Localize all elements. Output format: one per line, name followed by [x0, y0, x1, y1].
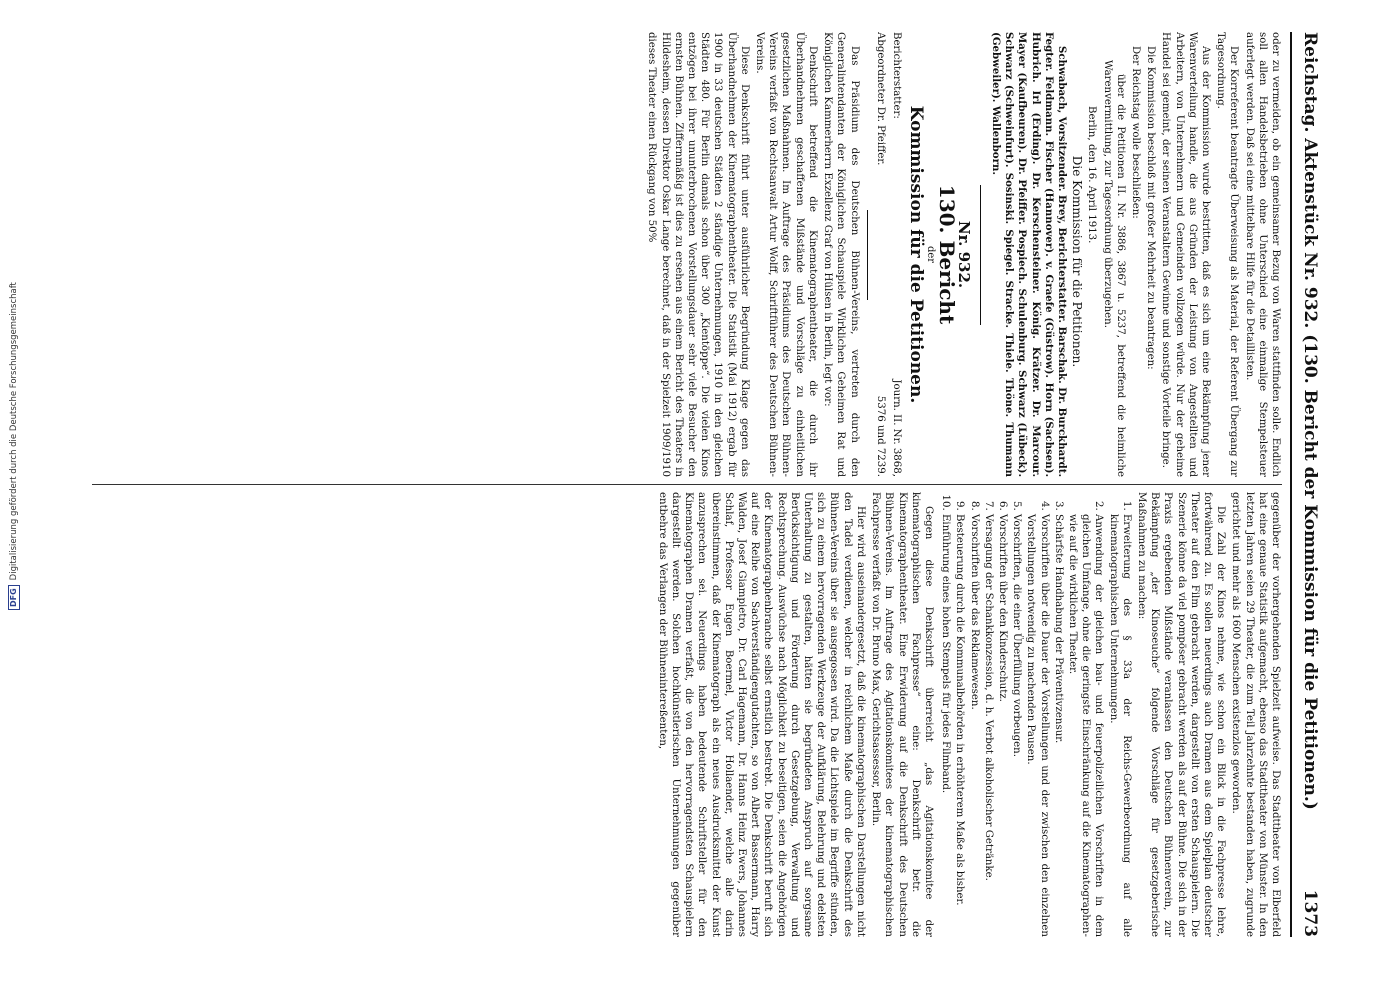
list-item: 9. Besteuerung durch die Kommunalbehörden in erhöhterem Maße als bisher. [953, 514, 966, 937]
dfg-logo: DFG [8, 585, 20, 610]
paragraph: gegenüber der vorhergehenden Spielzeit aufweise. Das Stadttheater von Elberfeld hat eine genaue Statistik aufgemacht, ebenso das Stadttheater von Münster. In den letzten Jahren seien 29 Theater, die zum Teil Jahrzehnte bestanden haben, zugrunde gerichtet und mehr als 1600 Menschen existenzlos geworden. [1230, 492, 1281, 937]
paragraph: Das Präsidium des Deutschen Bühnen-Vereins, vertreten durch den Generalintendanten der Königlichen Schauspiele Wirklichen Geheimen Rat und Königlichen Kammerherrn Exzellenz Graf von Hülsen in Berlin, legt vor: [822, 32, 860, 477]
rapporteur-row [874, 32, 887, 477]
header-title: Reichstag. Aktenstück Nr. 932. (130. Bericht der Kommission für die Petitionen.) [1300, 32, 1320, 810]
list-item: 5. Vorschriften, die einer Überfüllung vorbeugen. [1010, 514, 1023, 937]
paragraph: Die Zahl der Kinos nehme, wie schon ein Blick in die Fachpresse lehre, fortwährend zu. Es sollen neuerdings auch Dramen aus dem Spielplan deutscher Theater auf den Film gebracht werden, dargestellt von ersten Schauspielern. Die Szenerie könne da viel pompöser gebracht werden als auf der Bühne. Die sich in der Praxis ergebenden Mißstände veranlassen den Deutschen Bühnenverein, zur Bekämpfung „der Kinoseuche“ folgende Vorschläge für gesetzgeberische Maßnahmen zu machen: [1135, 492, 1227, 937]
rapporteur-name: Abgeordneter Dr. Pfeiffer. [874, 32, 886, 166]
credit-text: Digitalisierung gefördert durch die Deutsche Forschungsgemeinschaft [9, 282, 19, 581]
rapporteur-row [890, 32, 903, 477]
paragraph: Gegen diese Denkschrift überreicht „das Agitationskomitee der kinematographischen Fachpresse“ eine: Denkschrift betr. die Kinematographentheater. Eine Erwiderung auf die Denkschrift des Deutschen Bühnen-Vereins. Im Auftrage des Agitationskomitees der kinematographischen Fachpresse verfaßt von Dr. Bruno Max, Gerichtsassessor, Berlin. [870, 492, 934, 937]
report-title-connector: der [925, 245, 937, 264]
left-column [92, 32, 1282, 477]
list-item: 2. Anwendung der gleichen bau- und feuerpolizeilichen Vorschriften in dem gleichen Umfange, ohne die geringste Einschränkung auf die Kinematographen- wie auf die wirklichen Theater. [1066, 514, 1106, 937]
list-item: 7. Versagung der Schankkonzession, d. h. Verbot alkoholischer Getränke. [982, 514, 995, 937]
member-list: Schwabach, Vorsitzender. Brey, Berichterstatter. Barschak. Dr. Burckhardt. Fegter. Feldmann. Fischer (Hannover). v. Graefe (Güstrow). Horn (Sachsen). Hubrich. Irl (Erding). Dr. Kerschensteiner. König. Krätzer. Dr. Marcour. Mayer (Kaufbeuren). Dr. Pfeiffer. Pospiech. Schulenburg. Schwarz (Lübeck). Schwarz (Schweinfurt). Sosinski. Spiegel. Stracke. Thiele. Thöne. Thumann (Gebweiler). Wallenborn. [989, 32, 1068, 477]
list-item: 8. Vorschriften über das Reklamewesen. [967, 514, 980, 937]
paragraph: über die Petitionen II. Nr. 3886, 3867 u. 5237, betreffend die heimliche Warenvermittlung, zur Tagesordnung überzugehen. [1101, 60, 1126, 477]
short-rule [867, 210, 868, 300]
list-item: 3. Schärfste Handhabung der Präventivzensur. [1052, 514, 1065, 937]
paragraph: Der Korreferent beantragte Überweisung als Material, der Referent Übergang zur Tagesordnung. [1215, 32, 1240, 477]
proposal-list [939, 492, 1133, 937]
list-item: 6. Vorschriften über den Kinderschutz. [996, 514, 1009, 937]
paragraph: oder zu vermeiden, ob ein gemeinsamer Bezug von Waren stattfinden solle. Endlich soll allen Handelsbetrieben ohne Unterschied eine einmalige Stempelsteuer auferlegt werden. Daß sei eine mittelbare Hilfe für die Detaillisten. [1243, 32, 1281, 477]
date-line: Berlin, den 16. April 1913. [1086, 106, 1098, 244]
report-title: 130. Bericht [934, 184, 959, 325]
paragraph: Diese Denkschrift führt unter ausführlicher Begründung Klage gegen das Überhandnehmen der Kinematographentheater. Die Statistik (Mai 1912) ergab für 1900 in 33 deutschen Städten 2 ständige Unternehmungen, 1910 in den gleichen Städten 480. Für Berlin damals schon über 300 „Kientöppe“. Die vielen Kinos entzögen bei ihrer ununterbrochenen Vorstellungsdauer sehr viele Besucher den ernsten Bühnen. Ziffernmäßig ist dies zu ersehen aus einem Bericht des Theaters in Hildesheim, dessen Direktor Oskar Lange berechnet, daß in der Spielzeit 1909/1910 dieses Theater einen Rückgang von 50% [646, 32, 750, 477]
column-divider [92, 484, 1282, 485]
paragraph: Denkschrift betreffend die Kinematographentheater, die durch ihr Überhandnehmen geschaffenen Mißstände und Vorschläge zu einheitlichen gesetzlichen Maßnahmen. Im Auftrage des Präsidiums des Deutschen Bühnen-Vereins verfaßt von Rechtsanwalt Artur Wolff, Schriftführer des Deutschen Bühnen-Vereins. [754, 32, 818, 477]
section-divider [980, 185, 981, 325]
rapporteur-label: Berichterstatter: [890, 32, 902, 119]
paragraph: Die Kommission beschloß mit großer Mehrheit zu beantragen: [1145, 46, 1157, 370]
committee-title: Kommission für die Petitionen. [906, 105, 927, 404]
digitization-credit [8, 230, 20, 610]
paragraph: Der Reichstag wolle beschließen: [1129, 46, 1141, 219]
list-item: 4. Vorschriften über die Dauer der Vorstellungen und der zwischen den einzelnen Vorstellungen notwendig zu machenden Pausen. [1024, 514, 1050, 937]
list-item: 1. Erweiterung des § 33a der Reichs-Gewerbeordnung auf alle kinematographischen Unternehmungen. [1106, 514, 1132, 937]
right-column [92, 492, 1282, 937]
rotated-page-content [80, 32, 1330, 937]
list-item: 10. Einführung eines hohen Stempels für jedes Filmband. [939, 514, 952, 937]
document-number: Nr. 932. [954, 220, 973, 289]
paragraph: Aus der Kommission wurde bestritten, daß es sich um eine Bekämpfung jener Warenverteilung handle, die aus Gründen der Leistung von Angestellten und Arbeitern, von Unternehmern und Gemeinden vollzogen würde. Nur der geheime Handel sei gemeint, der seinen Veranstaltern Gewinne und sonstige Vorteile bringe. [1160, 32, 1211, 477]
journal-ref-line-2: 5376 und 7239. [874, 395, 886, 477]
paragraph: Hier wird auseinandergesetzt, daß die kinematographischen Darstellungen nicht den Tadel verdienen, welcher in reichlichem Maße durch die Denkschrift des Bühnen-Vereins über sie ausgegossen wird. Da die Lichtspiele im Begriffe stünden, sich zu einem hervorragenden Werkzeuge der Aufklärung, Belehrung und edelsten Unterhaltung zu gestalten, hätten sie begründeten Anspruch auf sorgsame Berücksichtigung und Förderung durch Gesetzgebung, Verwaltung und Rechtsprechung. Auswüchse nach Möglichkeit zu beseitigen, seien die Angehörigen der Kinematographenbranche selbst ernstlich bestrebt. Die Denkschrift beruft sich auf eine Reihe von Sachverständigengutachten, so von Albert Bassermann, Harry Walden, Josef Giampietro, Dr. Carl Hagemann, Dr. Hanns Heinz Ewers, Johannes Schlaf, Professor Eugen Boermel, Victor Hollaender, welche alle darin übereinstimmen, daß der Kinematograph als ein neues Ausdrucksmittel der Kunst anzusprechen sei. Neuerdings haben bedeutende Schriftsteller für den Kinematographen Dramen verfaßt, die von den hervorragendsten Schauspielern dargestellt werden. Solchen hochkünstlerischen Unternehmungen gegenüber entbehre das Verlangen der Bühnenintereßenten, [656, 492, 866, 937]
page-number: 1373 [1300, 889, 1320, 937]
committee-signature-heading: Die Kommission für die Petitionen. [1070, 155, 1085, 368]
journal-ref-line-1: Journ. II. Nr. 3868, [890, 379, 902, 477]
header-rule [1290, 32, 1292, 937]
running-header [1290, 32, 1330, 937]
